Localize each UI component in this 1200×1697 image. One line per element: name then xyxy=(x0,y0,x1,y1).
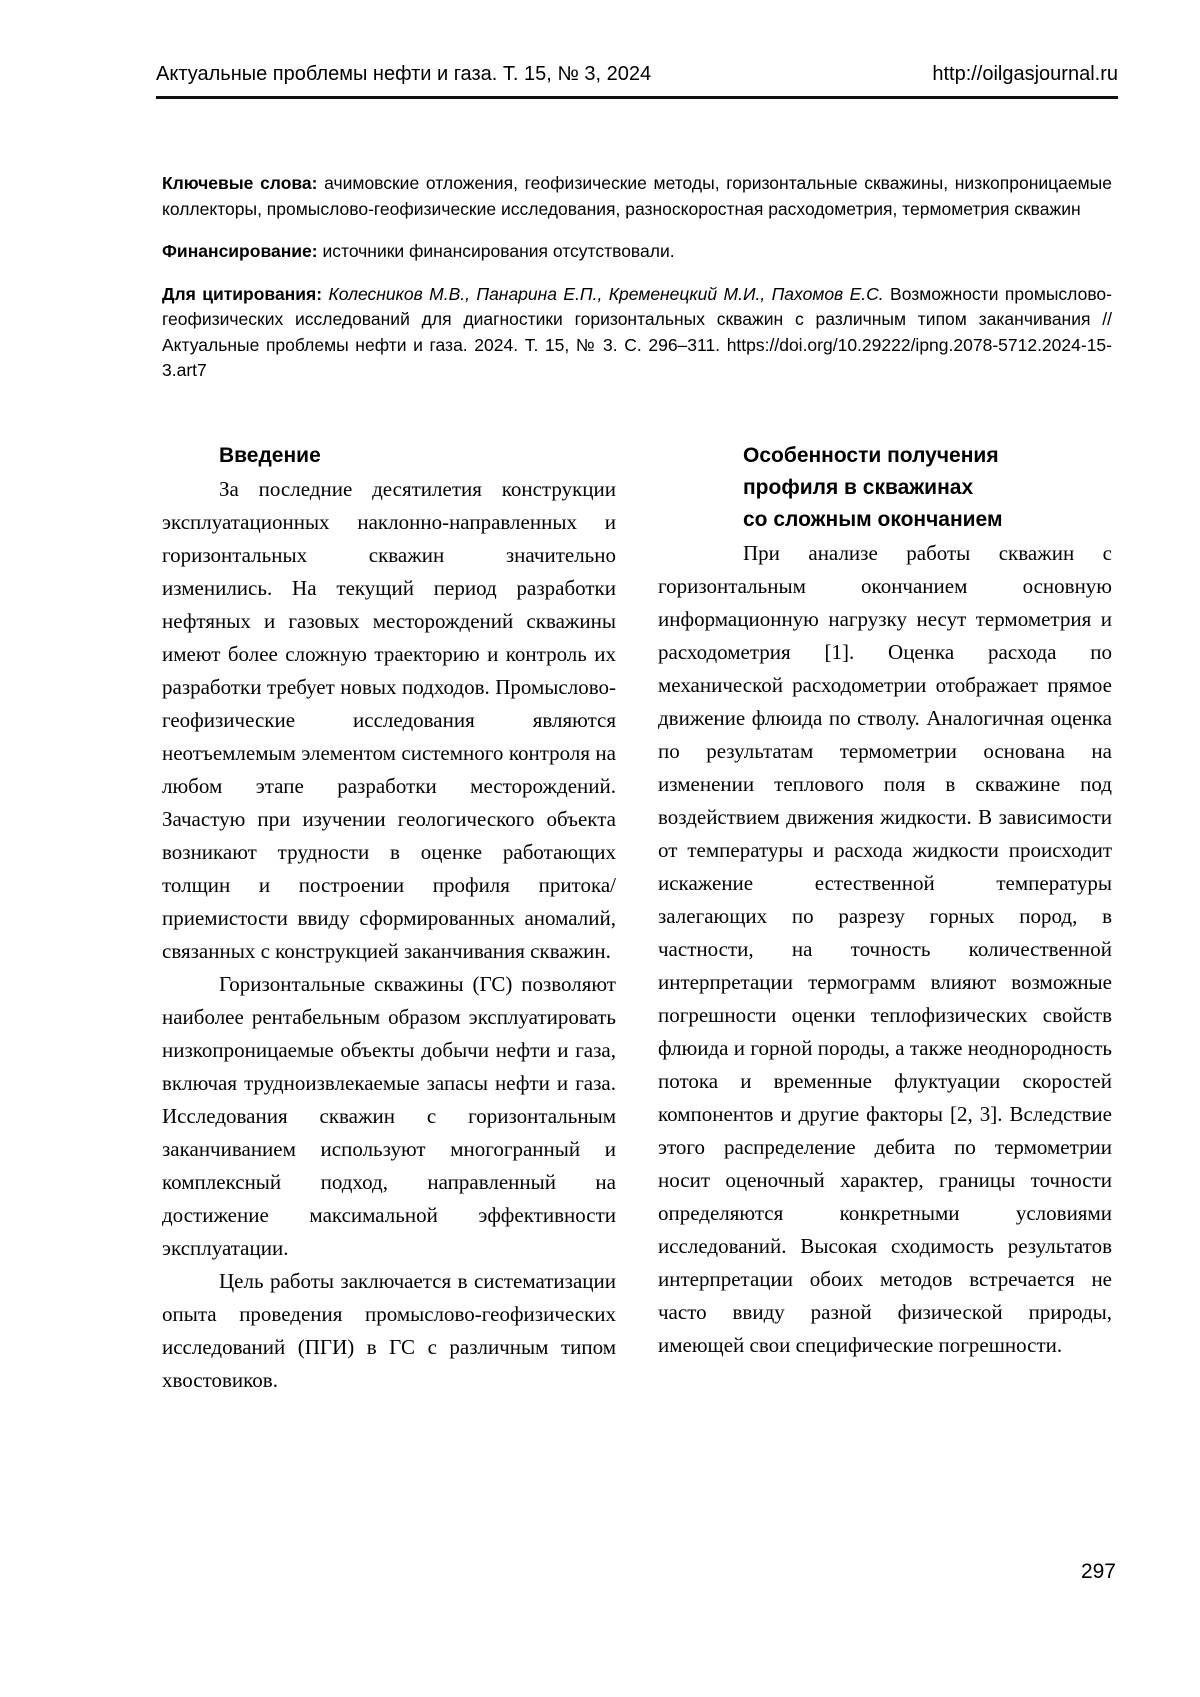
funding-paragraph xyxy=(162,239,1112,265)
features-heading-line: со сложным окончанием xyxy=(743,507,1003,531)
citation-authors: Колесников М.В., Панарина Е.П., Кременецкий М.И., Пахомов Е.С. xyxy=(328,283,884,304)
citation-label: Для цитирования: xyxy=(162,283,323,304)
citation-doi-link[interactable]: https://doi.org/10.29222/ipng.2078-5712.2024-15-3.art7 xyxy=(162,334,1112,380)
two-column-body xyxy=(162,440,1112,1397)
column-features xyxy=(658,440,1112,1397)
running-head xyxy=(156,62,1118,99)
journal-title: Актуальные проблемы нефти и газа. Т. 15, № 3, 2024 xyxy=(156,63,652,85)
keywords-label: Ключевые слова: xyxy=(162,173,318,193)
funding-label: Финансирование: xyxy=(162,241,318,261)
keywords-text: ачимовские отложения, геофизические методы, горизонтальные скважины, низкопроницаемые коллекторы, промыслово-геофизические исследования, разноскоростная расходометрия, термометрия скважин xyxy=(162,173,1112,219)
introduction-heading: Введение xyxy=(219,443,321,467)
features-heading xyxy=(658,440,1112,536)
features-heading-line: профиля в скважинах xyxy=(743,475,974,499)
journal-url-link[interactable]: http://oilgasjournal.ru xyxy=(932,63,1118,85)
body-paragraph: Горизонтальные скважины (ГС) позволяют наиболее рентабельным образом эксплуатировать низкопроницаемые объекты добычи нефти и газа, включая трудноизвлекаемые запасы нефти и газа. Исследования скважин с горизонтальным заканчиванием используют многогранный и комплексный подход, направленный на достижение максимальной эффективности эксплуатации. xyxy=(162,971,616,1260)
funding-text: источники финансирования отсутствовали. xyxy=(322,241,675,261)
introduction-paragraphs xyxy=(162,473,616,1397)
body-paragraph: При анализе работы скважин с горизонтальным окончанием основную информационную нагрузку несут термометрия и расходометрия [1]. Оценка расхода по механической расходометрии отображает прямое движение флюида по стволу. Аналогичная оценка по результатам термометрии основана на изменении теплового поля в скважине под воздействием движения жидкости. В зависимости от температуры и расхода жидкости происходит искажение естественной температуры залегающих по разрезу горных пород, в частности, на точность количественной интерпретации термограмм влияют возможные погрешности оценки теплофизических свойств флюида и горной породы, а также неоднородность потока и временные флуктуации скоростей компонентов и другие факторы [2, 3]. Вследствие этого распределение дебита по термометрии носит оценочный характер, границы точности определяются конкретными условиями исследований. Высокая сходимость результатов интерпретации обоих методов встречается не часто ввиду разной физической природы, имеющей свои специфические погрешности. xyxy=(658,540,1112,1357)
body-paragraph: За последние десятилетия конструкции эксплуатационных наклонно-направленных и горизонтальных скважин значительно изменились. На текущий период разработки нефтяных и газовых месторождений скважины имеют более сложную траекторию и контроль их разработки требует новых подходов. Промыслово-геофизические исследования являются неотъемлемым элементом системного контроля на любом этапе разработки месторождений. Зачастую при изучении геологического объекта возникают трудности в оценке работающих толщин и построении профиля притока/приемистости ввиду сформированных аномалий, связанных с конструкцией заканчивания скважин. xyxy=(162,476,616,963)
column-introduction xyxy=(162,440,616,1397)
features-paragraphs xyxy=(658,537,1112,1362)
body-paragraph: Цель работы заключается в систематизации опыта проведения промыслово-геофизических исследований (ПГИ) в ГС с различным типом хвостовиков. xyxy=(162,1268,616,1392)
citation-paragraph xyxy=(162,282,1112,384)
article-meta xyxy=(162,171,1112,384)
features-heading-line: Особенности получения xyxy=(743,443,999,467)
page-number: 297 xyxy=(1080,1560,1116,1583)
keywords-paragraph xyxy=(162,171,1112,222)
citation-text: Возможности промыслово-геофизических исследований для диагностики горизонтальных скважин с различным типом заканчивания // Актуальные проблемы нефти и газа. 2024. Т. 15, № 3. С. 296–311. xyxy=(162,283,1112,355)
